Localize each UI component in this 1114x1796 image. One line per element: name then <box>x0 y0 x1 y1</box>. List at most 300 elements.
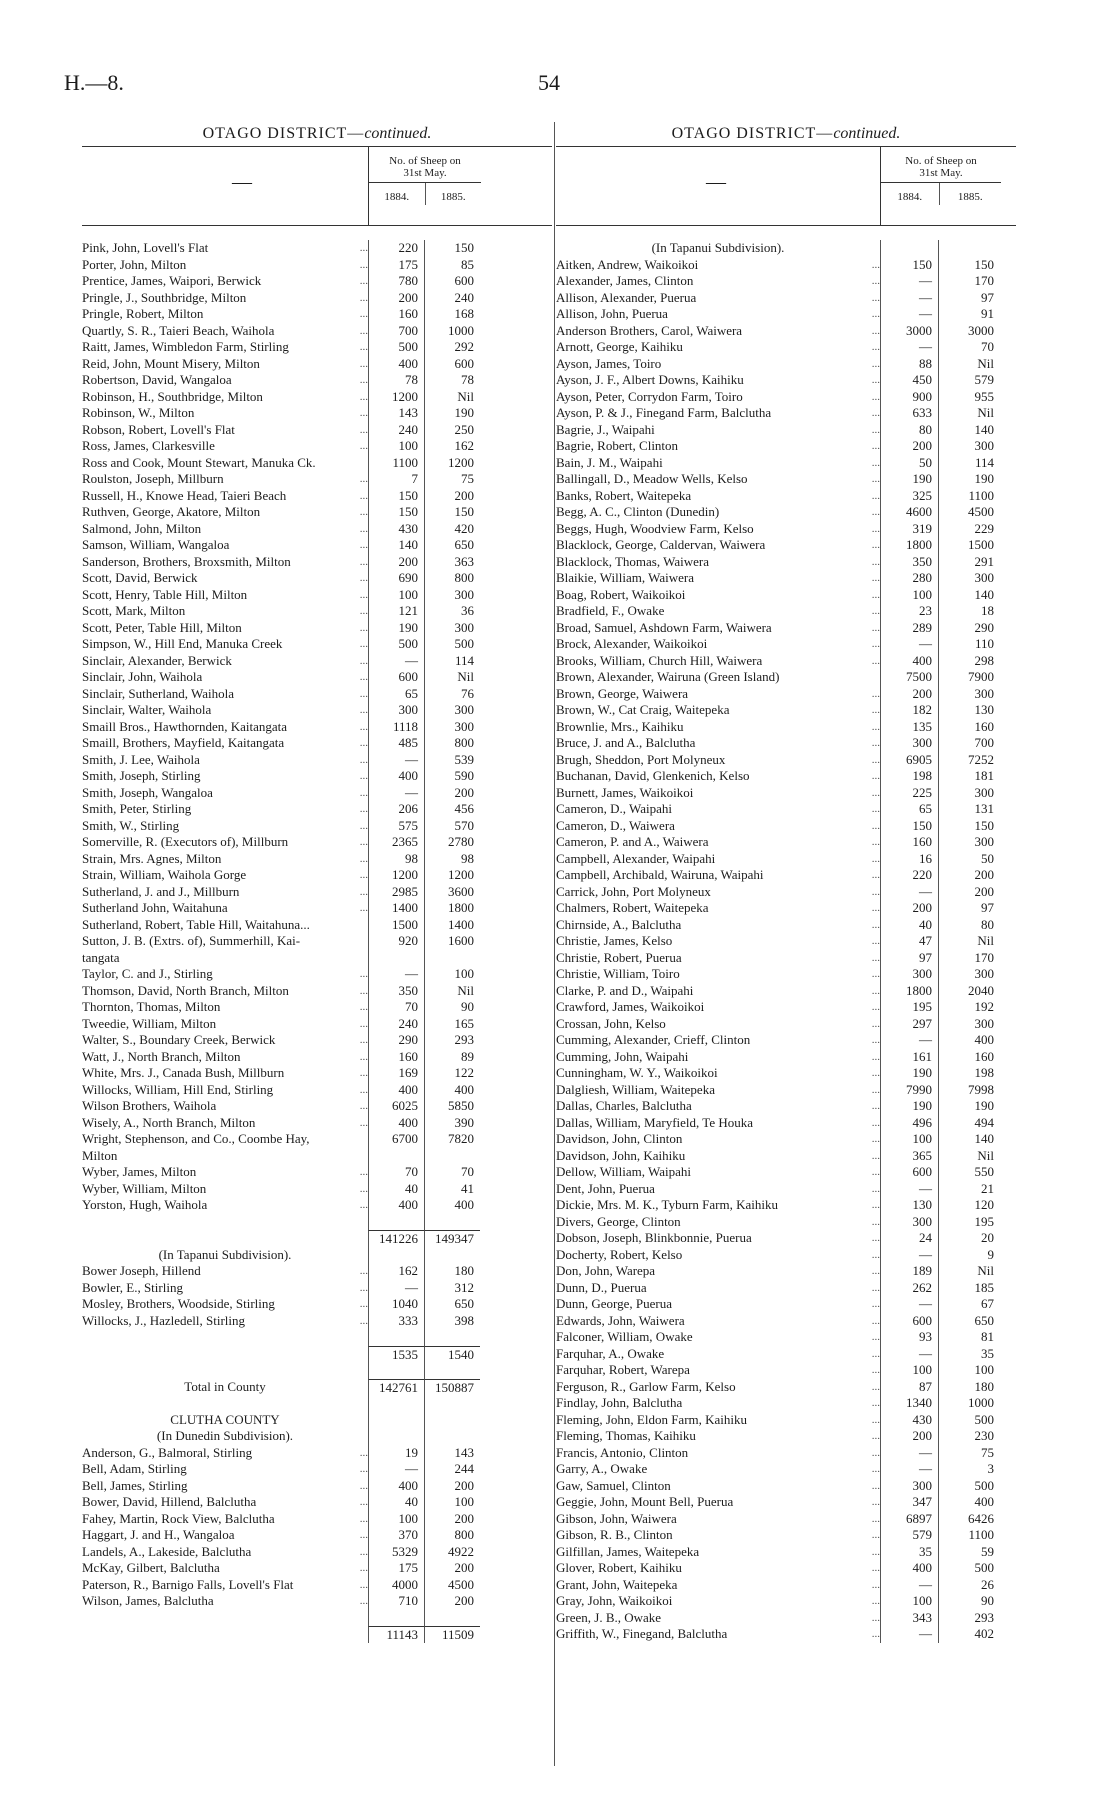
right-table-row <box>556 570 1016 587</box>
sheep-1884-value <box>368 1362 424 1379</box>
left-table-row <box>82 917 552 934</box>
sheep-1885-value: 300 <box>424 620 480 637</box>
left-table-row <box>82 488 552 505</box>
leader-dots: ... <box>359 1463 368 1475</box>
sheep-1884-value <box>880 240 938 257</box>
right-table-row <box>556 1593 1016 1610</box>
sheep-1885-value: 300 <box>424 719 480 736</box>
right-table-row <box>556 372 1016 389</box>
entry-name: Wyber, James, Milton <box>82 1164 197 1179</box>
sheep-1885-value: 50 <box>938 851 1000 868</box>
sheep-1885-value: 150887 <box>424 1379 480 1396</box>
sheep-1884-value: — <box>880 1296 938 1313</box>
sheep-1884-value: 175 <box>368 257 424 274</box>
left-table-row <box>82 1082 552 1099</box>
leader-dots: ... <box>359 1529 368 1541</box>
sheep-1885-value: 600 <box>424 273 480 290</box>
leader-dots: ... <box>359 1446 368 1459</box>
leader-dots: ... <box>871 588 880 601</box>
entry-name: Green, J. B., Owake <box>556 1609 662 1625</box>
sheep-1885-value: 229 <box>938 521 1000 538</box>
right-table-row <box>556 1544 1016 1561</box>
leader-dots: ... <box>871 918 880 931</box>
entry-name: Fahey, Martin, Rock View, Balclutha <box>82 1510 275 1526</box>
leader-dots: ... <box>359 737 368 749</box>
entry-name: Bell, James, Stirling <box>82 1477 188 1493</box>
entry-name: Cunningham, W. Y., Waikoikoi <box>556 1065 718 1080</box>
leader-dots: ... <box>871 506 880 518</box>
sheep-1884-value: — <box>880 1445 938 1462</box>
leader-dots: ... <box>359 1067 368 1079</box>
right-table-row <box>556 785 1016 802</box>
sheep-1885-value: 200 <box>424 1478 480 1495</box>
sheep-1885-value: 650 <box>424 1296 480 1313</box>
sheep-1885-value: 100 <box>424 966 480 983</box>
right-caption-line-2: 31st May. <box>919 167 963 179</box>
leader-dots: ... <box>871 836 880 848</box>
leader-dots: ... <box>871 935 880 947</box>
sheep-1885-value: 97 <box>938 900 1000 917</box>
entry-name: Gaw, Samuel, Clinton <box>556 1477 671 1493</box>
entry-name: Dellow, William, Waipahi <box>556 1164 692 1179</box>
leader-dots: ... <box>871 1413 880 1426</box>
leader-dots: ... <box>871 770 880 782</box>
sheep-1885-value: 292 <box>424 339 480 356</box>
entry-name: Smith, J. Lee, Waihola <box>82 751 200 767</box>
left-table-row <box>82 422 552 439</box>
leader-dots: ... <box>871 1611 880 1624</box>
left-table-row <box>82 1494 552 1511</box>
sheep-1885-value: 143 <box>424 1445 480 1462</box>
entry-name: Robinson, W., Milton <box>82 405 195 420</box>
right-table-row <box>556 686 1016 703</box>
entry-name: Findlay, John, Balclutha <box>556 1395 683 1410</box>
sheep-1885-value: 11509 <box>424 1626 480 1643</box>
sheep-1884-value: 98 <box>368 851 424 868</box>
right-table-row <box>556 818 1016 835</box>
sheep-1884-value: 297 <box>880 1016 938 1033</box>
leader-dots: ... <box>359 1265 368 1277</box>
right-table-header <box>556 146 1016 226</box>
sheep-1884-value: 80 <box>880 422 938 439</box>
sheep-1885-value: 110 <box>938 636 1000 653</box>
sheep-1884-value: 162 <box>368 1263 424 1280</box>
leader-dots: ... <box>871 869 880 881</box>
leader-dots: ... <box>359 291 368 304</box>
sheep-1885-value: Nil <box>938 356 1000 373</box>
sheep-1885-value: 150 <box>938 818 1000 835</box>
sheep-1885-value: 114 <box>424 653 480 670</box>
entry-name: Fleming, Thomas, Kaihiku <box>556 1428 696 1443</box>
leader-dots: ... <box>871 473 880 485</box>
entry-name: Roulston, Joseph, Millburn <box>82 471 224 486</box>
entry-name: Griffith, W., Finegand, Balclutha <box>556 1626 728 1641</box>
right-table-row <box>556 900 1016 917</box>
entry-name: Carrick, John, Port Molyneux <box>556 883 711 899</box>
left-table-row <box>82 570 552 587</box>
sheep-1885-value: Nil <box>424 669 480 686</box>
sheep-1885-value: 122 <box>424 1065 480 1082</box>
sheep-1885-value: 180 <box>938 1379 1000 1396</box>
entry-name: Bower, David, Hillend, Balclutha <box>82 1494 257 1509</box>
sheep-1885-value <box>424 1329 480 1346</box>
sheep-1884-value: 190 <box>880 471 938 488</box>
sheep-1884-value <box>368 1610 424 1627</box>
right-caption-line-1: No. of Sheep on <box>905 155 977 167</box>
sheep-1885-value: 36 <box>424 603 480 620</box>
sheep-1885-value: 300 <box>938 834 1000 851</box>
entry-name: Christie, James, Kelso <box>556 933 673 948</box>
sheep-1884-value: 88 <box>880 356 938 373</box>
leader-dots: ... <box>359 621 368 634</box>
sheep-1885-value: 130 <box>938 702 1000 719</box>
left-table-row <box>82 455 552 472</box>
leader-dots: ... <box>871 1067 880 1079</box>
leader-dots: ... <box>359 489 368 502</box>
sheep-1884-value: 150 <box>880 818 938 835</box>
leader-dots: ... <box>871 1248 880 1261</box>
entry-name: Bruce, J. and A., Balclutha <box>556 735 696 750</box>
sheep-1884-value: 161 <box>880 1049 938 1066</box>
entry-name: Sanderson, Brothers, Broxsmith, Milton <box>82 553 291 569</box>
sheep-1885-value: 78 <box>424 372 480 389</box>
entry-name: Thornton, Thomas, Milton <box>82 999 221 1014</box>
leader-dots: ... <box>359 440 368 452</box>
right-table-row <box>556 834 1016 851</box>
entry-name: Bowler, E., Stirling <box>82 1279 183 1295</box>
entry-name: Blaikie, William, Waiwera <box>556 570 695 585</box>
sheep-1885-value <box>424 950 480 967</box>
left-table-row <box>82 504 552 521</box>
leader-dots: ... <box>359 753 368 766</box>
sheep-1885-value: 300 <box>938 966 1000 983</box>
sheep-1884-value: 300 <box>880 966 938 983</box>
left-table-row <box>82 785 552 802</box>
right-table-row <box>556 1445 1016 1462</box>
right-table-row <box>556 1527 1016 1544</box>
sheep-1885-value: 4500 <box>424 1577 480 1594</box>
sheep-1885-value: 160 <box>938 1049 1000 1066</box>
entry-name: Watt, J., North Branch, Milton <box>82 1048 241 1064</box>
sheep-1884-value: 4000 <box>368 1577 424 1594</box>
left-table-row <box>82 554 552 571</box>
entry-name: (In Dunedin Subdivision). <box>156 1428 294 1443</box>
entry-name: Ross and Cook, Mount Stewart, Manuka Ck. <box>82 454 316 470</box>
sheep-1884-value: 189 <box>880 1263 938 1280</box>
left-caption-line-1: No. of Sheep on <box>389 155 461 167</box>
entry-name: Willocks, J., Hazledell, Stirling <box>82 1312 246 1328</box>
sheep-1884-value: 347 <box>880 1494 938 1511</box>
entry-name: Cameron, D., Waiwera <box>556 817 675 833</box>
sheep-1885-value: 140 <box>938 587 1000 604</box>
entry-name: Ayson, Peter, Corrydon Farm, Toiro <box>556 388 743 404</box>
leader-dots: ... <box>871 1050 880 1063</box>
sheep-1885-value <box>424 1247 480 1264</box>
left-table-row <box>82 1296 552 1313</box>
sheep-1885-value: 494 <box>938 1115 1000 1132</box>
sheep-1884-value: 3000 <box>880 323 938 340</box>
entry-name: Ayson, James, Toiro <box>556 355 662 371</box>
left-table-row <box>82 372 552 389</box>
sheep-1884-value: — <box>880 1032 938 1049</box>
leader-dots: ... <box>871 539 880 551</box>
sheep-1884-value: 500 <box>368 339 424 356</box>
leader-dots: ... <box>359 423 368 436</box>
leader-dots: ... <box>871 1215 880 1228</box>
sheep-1885-value: 91 <box>938 306 1000 323</box>
right-table-row <box>556 1115 1016 1132</box>
left-year-1885: 1885. <box>425 183 482 205</box>
sheep-1884-value: 1100 <box>368 455 424 472</box>
sheep-1884-value: 200 <box>880 1428 938 1445</box>
left-table-header <box>82 146 552 226</box>
entry-name: Grant, John, Waitepeka <box>556 1576 678 1592</box>
entry-name: Smith, Joseph, Stirling <box>82 768 201 783</box>
sheep-1884-value: 16 <box>880 851 938 868</box>
entry-name: Boag, Robert, Waikoikoi <box>556 586 686 602</box>
sheep-1884-value: 500 <box>368 636 424 653</box>
sheep-1884-value: 135 <box>880 719 938 736</box>
right-table-row <box>556 1016 1016 1033</box>
entry-name: Begg, A. C., Clinton (Dunedin) <box>556 504 720 519</box>
right-table-row <box>556 306 1016 323</box>
left-table-row <box>82 752 552 769</box>
leader-dots: ... <box>359 1595 368 1607</box>
sheep-1885-value: 579 <box>938 372 1000 389</box>
sheep-1885-value: 200 <box>424 1560 480 1577</box>
sheep-1884-value: — <box>368 1461 424 1478</box>
left-table-row <box>82 389 552 406</box>
entry-name: Aitken, Andrew, Waikoikoi <box>556 256 699 272</box>
leader-dots: ... <box>871 1232 880 1244</box>
sheep-1884-value: — <box>880 1181 938 1198</box>
entry-name: Bagrie, Robert, Clinton <box>556 438 679 453</box>
entry-name: Brugh, Sheddon, Port Molyneux <box>556 751 726 767</box>
sheep-1884-value: 19 <box>368 1445 424 1462</box>
entry-name: Anderson Brothers, Carol, Waiwera <box>556 322 743 338</box>
sheep-1885-value: 170 <box>938 950 1000 967</box>
leader-dots: ... <box>359 1116 368 1129</box>
right-sheep-group-header <box>880 147 1001 225</box>
left-table-row <box>82 900 552 917</box>
right-table-row <box>556 554 1016 571</box>
leader-dots <box>344 1626 368 1643</box>
sheep-1885-value: 200 <box>938 867 1000 884</box>
left-table-row <box>82 884 552 901</box>
sheep-1885-value <box>424 1395 480 1412</box>
sheep-1884-value: 100 <box>880 1131 938 1148</box>
sheep-1884-value: 1200 <box>368 389 424 406</box>
right-table-row <box>556 1461 1016 1478</box>
leader-dots <box>344 1329 368 1346</box>
sheep-1885-value: 312 <box>424 1280 480 1297</box>
left-table-row <box>82 801 552 818</box>
leader-dots: ... <box>359 1496 368 1508</box>
sheep-1885-value: 180 <box>424 1263 480 1280</box>
leader-dots: ... <box>359 671 368 683</box>
sheep-1885-value: 1600 <box>424 933 480 950</box>
entry-name: Mosley, Brothers, Woodside, Stirling <box>82 1296 275 1311</box>
right-table-row <box>556 851 1016 868</box>
leader-dots: ... <box>871 1017 880 1030</box>
left-table-row <box>82 1527 552 1544</box>
entry-name: Cumming, Alexander, Crieff, Clinton <box>556 1032 751 1047</box>
sheep-1884-value: 220 <box>880 867 938 884</box>
left-table-row <box>82 438 552 455</box>
sheep-1885-value: 550 <box>938 1164 1000 1181</box>
entry-name: Bell, Adam, Stirling <box>82 1461 187 1476</box>
sheep-1884-value: 496 <box>880 1115 938 1132</box>
sheep-1885-value: 165 <box>424 1016 480 1033</box>
right-table-row <box>556 1626 1016 1643</box>
right-table-row <box>556 323 1016 340</box>
leader-dots: ... <box>359 341 368 353</box>
leader-dots: ... <box>359 242 368 254</box>
sheep-1885-value: 150 <box>424 504 480 521</box>
right-table-row <box>556 768 1016 785</box>
left-table-row <box>82 1016 552 1033</box>
sheep-1884-value: 23 <box>880 603 938 620</box>
leader-dots: ... <box>359 1545 368 1558</box>
sheep-1885-value: 244 <box>424 1461 480 1478</box>
leader-dots: ... <box>871 1595 880 1607</box>
leader-dots: ... <box>871 489 880 502</box>
leader-dots: ... <box>871 1182 880 1195</box>
leader-dots: ... <box>871 1083 880 1096</box>
entry-name: Sinclair, Alexander, Berwick <box>82 652 232 668</box>
sheep-1884-value: 35 <box>880 1544 938 1561</box>
leader-dots: ... <box>871 1149 880 1162</box>
left-table-row <box>82 405 552 422</box>
right-table-row <box>556 1164 1016 1181</box>
sheep-1885-value: 2780 <box>424 834 480 851</box>
sheep-1884-value: — <box>880 884 938 901</box>
right-table-row <box>556 1478 1016 1495</box>
right-table-row <box>556 1379 1016 1396</box>
sheep-1885-value: 190 <box>938 1098 1000 1115</box>
leader-dots: ... <box>359 1281 368 1294</box>
entry-name: Brock, Alexander, Waikoikoi <box>556 636 708 651</box>
entry-name: Wilson Brothers, Waihola <box>82 1098 217 1113</box>
right-table-row <box>556 356 1016 373</box>
left-column-title <box>82 122 552 146</box>
sheep-1884-value: 1340 <box>880 1395 938 1412</box>
right-table-row <box>556 339 1016 356</box>
entry-name: Prentice, James, Waipori, Berwick <box>82 273 262 288</box>
leader-dots: ... <box>871 374 880 386</box>
entry-name: Buchanan, David, Glenkenich, Kelso <box>556 768 750 783</box>
sheep-1884-value: 450 <box>880 372 938 389</box>
entry-name: Sinclair, John, Waihola <box>82 669 203 684</box>
left-table-row <box>82 290 552 307</box>
left-table-row <box>82 521 552 538</box>
sheep-1884-value: 600 <box>368 669 424 686</box>
left-table-row <box>82 1461 552 1478</box>
sheep-1885-value: 85 <box>424 257 480 274</box>
leader-dots: ... <box>359 1034 368 1046</box>
entry-name: Crawford, James, Waikoikoi <box>556 999 705 1014</box>
entry-name: Scott, David, Berwick <box>82 570 198 585</box>
sheep-1884-value: 150 <box>368 488 424 505</box>
entry-name: Thomson, David, North Branch, Milton <box>82 982 289 998</box>
right-table-row <box>556 389 1016 406</box>
sheep-1884-value: 140 <box>368 537 424 554</box>
sheep-1884-value: 600 <box>880 1313 938 1330</box>
right-table-row <box>556 488 1016 505</box>
sheep-1885-value: 300 <box>424 587 480 604</box>
entry-name: Falconer, William, Owake <box>556 1329 693 1344</box>
leader-dots: ... <box>359 407 368 419</box>
leader-dots: ... <box>871 1199 880 1211</box>
sheep-1885-value: 114 <box>938 455 1000 472</box>
sheep-1884-value: 87 <box>880 1379 938 1396</box>
entry-name: Sinclair, Walter, Waihola <box>82 702 212 717</box>
sheep-1885-value: 5850 <box>424 1098 480 1115</box>
sheep-1885-value: 363 <box>424 554 480 571</box>
sheep-1885-value: 420 <box>424 521 480 538</box>
sheep-1885-value <box>424 1214 480 1231</box>
leader-dots: ... <box>871 1298 880 1310</box>
leader-dots: ... <box>871 621 880 634</box>
sheep-1885-value: 162 <box>424 438 480 455</box>
entry-name: Scott, Henry, Table Hill, Milton <box>82 586 248 602</box>
entry-name: Scott, Peter, Table Hill, Milton <box>82 619 242 635</box>
sheep-1884-value <box>368 950 424 967</box>
entry-name: Cameron, P. and A., Waiwera <box>556 834 709 849</box>
leader-dots: ... <box>359 1199 368 1211</box>
sheep-1884-value: 50 <box>880 455 938 472</box>
left-table-row <box>82 587 552 604</box>
sheep-1884-value: 710 <box>368 1593 424 1610</box>
left-table-row <box>82 1214 552 1231</box>
left-table-row <box>82 1412 552 1429</box>
sheep-1884-value: 240 <box>368 422 424 439</box>
leader-dots: ... <box>359 984 368 997</box>
leader-dots: ... <box>871 258 880 271</box>
entry-name: Davidson, John, Kaihiku <box>556 1147 686 1163</box>
sheep-1884-value: — <box>880 1461 938 1478</box>
leader-dots: ... <box>871 638 880 650</box>
right-table-row <box>556 257 1016 274</box>
leader-dots <box>344 917 368 934</box>
leader-dots: ... <box>359 1001 368 1013</box>
sheep-1884-value: 1800 <box>880 537 938 554</box>
right-title-italic: continued. <box>833 125 901 142</box>
sheep-1884-value: 100 <box>880 1593 938 1610</box>
leader-dots: ... <box>871 1281 880 1294</box>
entry-name: Sutherland John, Waitahuna <box>82 900 228 915</box>
sheep-1884-value <box>368 1214 424 1231</box>
sheep-1884-value: 93 <box>880 1329 938 1346</box>
entry-name: Clarke, P. and D., Waipahi <box>556 982 694 998</box>
sheep-1885-value: 140 <box>938 1131 1000 1148</box>
leader-dots: ... <box>359 374 368 386</box>
entry-name <box>82 1626 344 1643</box>
entry-name: Strain, Mrs. Agnes, Milton <box>82 850 222 866</box>
left-table-row <box>82 1395 552 1412</box>
entry-name: Garry, A., Owake <box>556 1461 648 1476</box>
entry-name: Brooks, William, Church Hill, Waiwera <box>556 652 763 668</box>
right-table-row <box>556 521 1016 538</box>
sheep-1884-value: 141226 <box>368 1230 424 1247</box>
sheep-1884-value: 40 <box>368 1181 424 1198</box>
sheep-1885-value: 190 <box>938 471 1000 488</box>
sheep-1885-value: 181 <box>938 768 1000 785</box>
right-table-row <box>556 422 1016 439</box>
leader-dots <box>344 1148 368 1165</box>
left-table-row <box>82 1511 552 1528</box>
entry-name: Ayson, J. F., Albert Downs, Kaihiku <box>556 372 744 387</box>
